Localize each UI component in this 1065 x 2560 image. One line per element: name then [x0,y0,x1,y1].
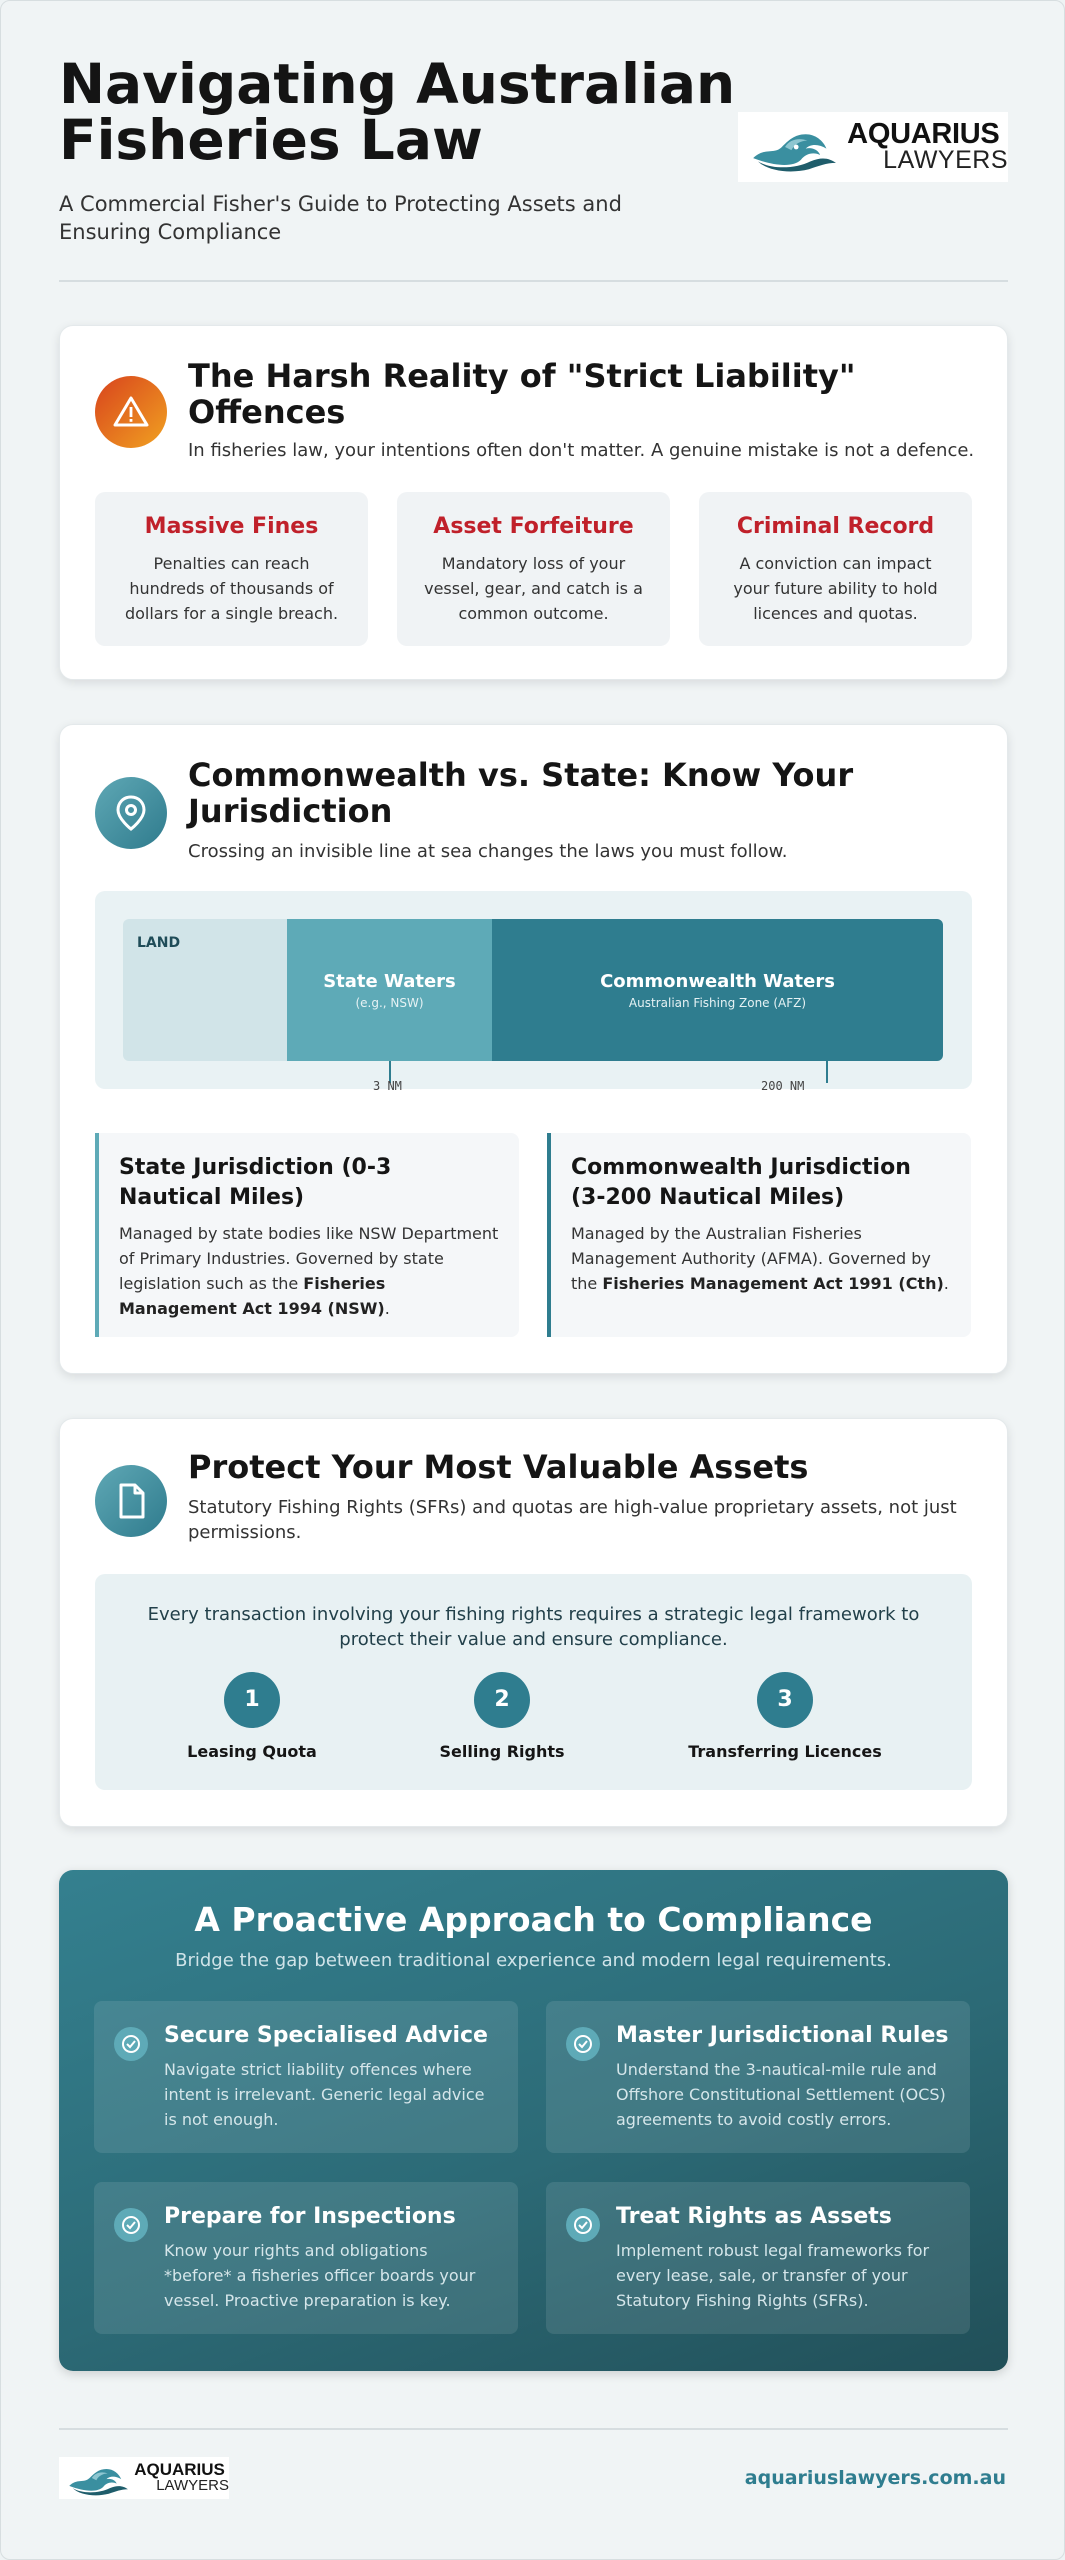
state-jurisdiction-title: State Jurisdiction (0-3 Nautical Miles) [119,1155,392,1210]
zone-state-waters [287,919,492,1061]
assets-title: Protect Your Most Valuable Assets [188,1448,809,1486]
commonwealth-act-name: Fisheries Management Act 1991 (Cth) [602,1274,944,1293]
logo-wordmark [847,118,1008,174]
step-selling [402,1672,602,1761]
commonwealth-jurisdiction-text: Managed by the Australian Fisheries Management Authority (AFMA). Governed by the Fisheries Management Act 1991 (Cth). [571,1224,949,1293]
state-jurisdiction-text: Managed by state bodies like NSW Department of Primary Industries. Governed by state legislation such as the Fisheries Management Act 1994 (NSW). [119,1224,499,1318]
page-header [59,52,1008,282]
step-label: Transferring Licences [688,1742,882,1761]
footer-wordmark [134,2462,229,2494]
jurisdiction-title: Commonwealth vs. State: Know Your Jurisdiction [188,756,854,830]
jurisdiction-zone-diagram [95,891,972,1093]
penalty-card-forfeiture [397,492,670,646]
page-subtitle: A Commercial Fisher's Guide to Protecting Assets and Ensuring Compliance [59,192,622,244]
zone-land [123,919,287,1061]
tick-200nm-label: 200 NM [761,1079,805,1093]
tip-specialised-advice [94,2001,518,2153]
footer-logo-line2: LAWYERS [156,2477,229,2494]
logo-line1: AQUARIUS [847,118,1000,150]
tip-text: Understand the 3-nautical-mile rule and Offshore Constitutional Settlement (OCS) agreements to avoid costly errors. [616,2060,946,2129]
penalty-title: Massive Fines [144,514,319,539]
penalty-title: Asset Forfeiture [433,514,634,539]
penalty-text: Mandatory loss of your vessel, gear, and catch is a common outcome. [424,554,643,623]
penalty-card-record [699,492,972,646]
tip-text: Implement robust legal frameworks for every lease, sale, or transfer of your Statutory Fishing Rights (SFRs). [616,2241,930,2310]
zone-land-label: LAND [137,935,181,951]
step-number: 1 [224,1672,280,1728]
jurisdiction-card [59,724,1008,1374]
penalty-text: A conviction can impact your future ability to hold licences and quotas. [733,554,938,623]
tick-3nm-label: 3 NM [373,1079,402,1093]
liability-card [59,325,1008,680]
footer-logo[interactable] [59,2457,229,2499]
website-link[interactable]: aquariuslawyers.com.au [744,2467,1006,2489]
check-circle-icon [114,2208,148,2242]
footer-logo-line1: AQUARIUS [134,2460,225,2479]
tip-title: Secure Specialised Advice [164,2023,488,2048]
penalty-card-fines [95,492,368,646]
step-label: Leasing Quota [187,1742,317,1761]
tip-rights-as-assets [546,2182,970,2334]
tip-inspections [94,2182,518,2334]
step-leasing [152,1672,352,1761]
zone-cw-note: Australian Fishing Zone (AFZ) [628,995,807,1010]
tip-text: Know your rights and obligations *before* a fisheries officer boards your vessel. Proactive preparation is key. [164,2241,476,2310]
compliance-subtitle: Bridge the gap between traditional experience and modern legal requirements. [175,1950,892,1971]
footer-divider [59,2428,1008,2430]
header-divider [59,280,1008,282]
zone-state-note: (e.g., NSW) [355,995,424,1010]
penalty-text: Penalties can reach hundreds of thousands of dollars for a single breach. [124,554,339,623]
assets-card [59,1418,1008,1827]
tip-title: Prepare for Inspections [164,2204,456,2229]
state-jurisdiction-box [95,1133,519,1337]
tip-text: Navigate strict liability offences where intent is irrelevant. Generic legal advice is not enough. [164,2060,485,2129]
zone-state-label: State Waters [323,970,456,992]
step-number: 2 [474,1672,530,1728]
step-label: Selling Rights [439,1742,565,1761]
compliance-banner [59,1870,1008,2371]
tip-title: Treat Rights as Assets [616,2204,892,2229]
wave-logo-icon [67,2460,130,2496]
header-logo[interactable] [738,112,1008,182]
assets-subtitle: Statutory Fishing Rights (SFRs) and quotas are high-value proprietary assets, not just permissions. [188,1497,957,1543]
page-title: Navigating Australian Fisheries Law [59,52,736,172]
assets-text: Every transaction involving your fishing rights requires a strategic legal framework to protect their value and ensure compliance. [147,1604,920,1650]
commonwealth-jurisdiction-title: Commonwealth Jurisdiction (3-200 Nautical Miles) [571,1155,911,1210]
compliance-title: A Proactive Approach to Compliance [194,1900,873,1939]
tip-title: Master Jurisdictional Rules [616,2023,949,2048]
warning-icon [95,376,167,448]
step-transferring [685,1672,885,1761]
commonwealth-jurisdiction-box [547,1133,971,1337]
document-icon [95,1465,167,1537]
state-act-name: Fisheries Management Act 1994 (NSW) [119,1274,386,1318]
tick-200nm [826,1061,828,1083]
zone-cw-label: Commonwealth Waters [600,970,835,992]
zone-commonwealth-waters [492,919,943,1061]
step-number: 3 [757,1672,813,1728]
jurisdiction-subtitle: Crossing an invisible line at sea changes the laws you must follow. [188,841,788,862]
check-circle-icon [566,2027,600,2061]
assets-panel [95,1574,972,1790]
logo-line2: LAWYERS [883,146,1008,174]
location-pin-icon [95,777,167,849]
liability-title: The Harsh Reality of "Strict Liability" Offences [188,357,856,431]
check-circle-icon [566,2208,600,2242]
penalty-title: Criminal Record [736,514,935,539]
check-circle-icon [114,2027,148,2061]
wave-logo-icon [750,117,839,177]
tip-jurisdictional-rules [546,2001,970,2153]
liability-subtitle: In fisheries law, your intentions often don't matter. A genuine mistake is not a defence. [188,440,975,461]
